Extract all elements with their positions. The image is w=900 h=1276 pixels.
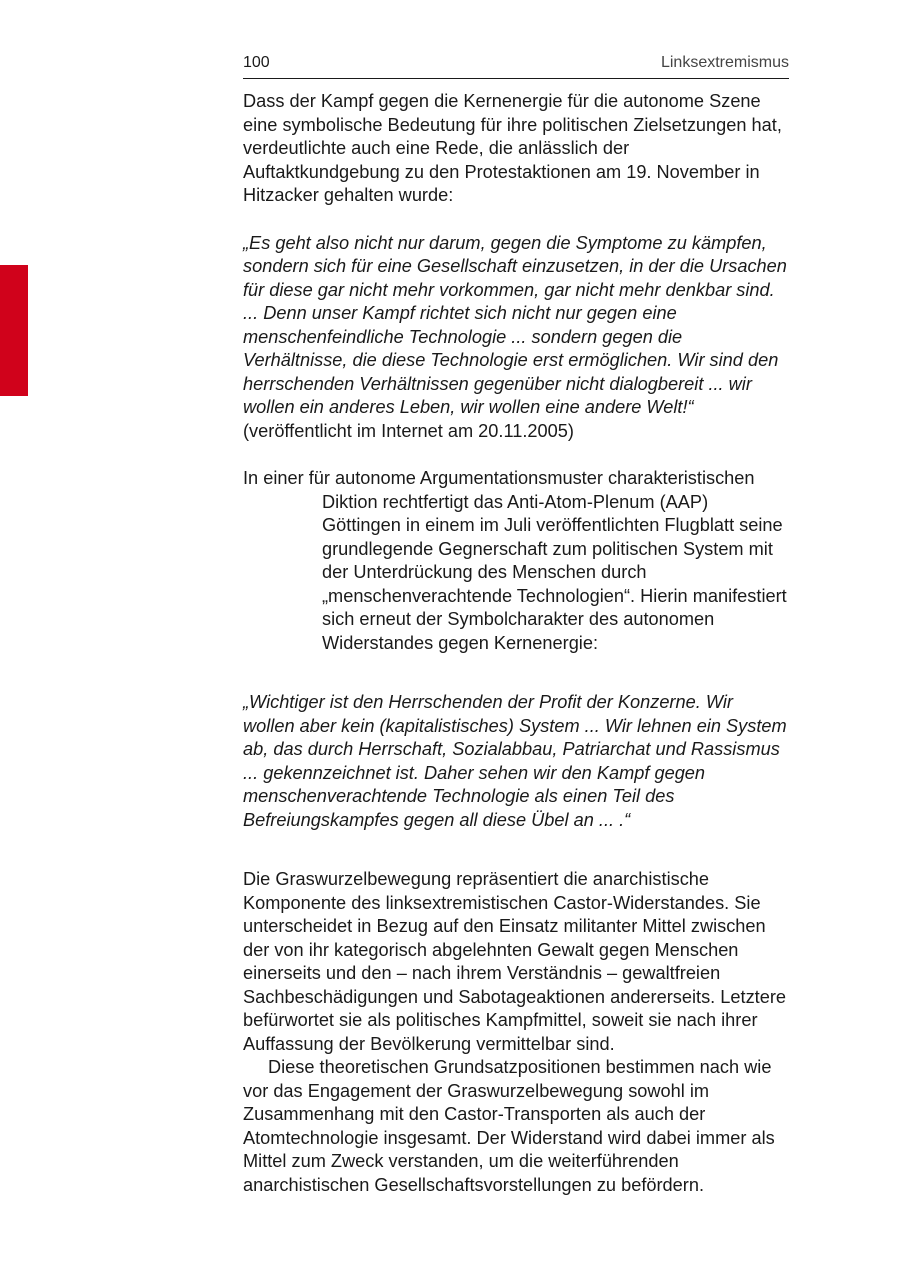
block-quote: „Es geht also nicht nur darum, gegen die Symptome zu kämpfen, sondern sich für eine Gesellschaft einzusetzen, in der die Ursachen für diese gar nicht mehr vorkommen, gar nicht mehr denkbar sind. ... Denn unser Kampf richtet sich nicht nur gegen eine menschenfeindliche Technologie ... sondern gegen die Verhältnisse, die diese Technologie erst ermöglichen. Wir sind den herrschenden Verhältnissen gegenüber nicht dialogbereit ... wir wollen ein anderes Leben, wir wollen eine andere Welt!“ xyxy=(243,232,787,417)
page-header xyxy=(243,52,789,79)
body-paragraph: Die Graswurzelbewegung repräsentiert die anarchistische Komponente des linksextremistischen Castor-Widerstandes. Sie unterscheidet in Bezug auf den Einsatz militanter Mittel zwischen der von ihr kategorisch abgelehnten Gewalt gegen Menschen einerseits und den – nach ihrem Verständnis – gewaltfreien Sachbeschädigungen und Sabotageaktionen andererseits. Letztere befürwortet sie als politisches Kampfmittel, soweit sie nach ihrer Auffassung der Bevölkerung vermittelbar sind. xyxy=(243,869,786,1054)
section-marker-tab xyxy=(0,265,28,396)
page-body xyxy=(243,90,789,1197)
body-paragraph: Diese theoretischen Grundsatzpositionen bestimmen nach wie vor das Engagement der Graswurzelbewegung sowohl im Zusammenhang mit den Castor-Transporten als auch der Atomtechnologie insgesamt. Der Widerstand wird dabei immer als Mittel zum Zweck verstanden, um die weiterführenden anarchistischen Gesellschaftsvorstellungen zu befördern. xyxy=(243,1057,775,1195)
body-paragraph: In einer für autonome Argumentationsmuster charakteristischen Diktion rechtfertigt das Anti-Atom-Plenum (AAP) Göttingen in einem im Juli veröffentlichten Flugblatt seine grundlegende Gegnerschaft zum politischen System mit der Unterdrückung des Menschen durch „menschenverachtende Technologien“. Hierin manifestiert sich erneut der Symbolcharakter des autonomen Widerstandes gegen Kernenergie: xyxy=(243,468,787,653)
running-title: Linksextremismus xyxy=(660,54,789,71)
page-number: 100 xyxy=(243,54,270,71)
body-paragraph: Dass der Kampf gegen die Kernenergie für die autonome Szene eine symbolische Bedeutung für ihre politischen Zielsetzungen hat, verdeutlichte auch eine Rede, die anlässlich der Auftaktkundgebung zu den Protestaktionen am 19. November in Hitzacker gehalten wurde: xyxy=(243,91,782,205)
quote-source: (veröffentlicht im Internet am 20.11.2005) xyxy=(243,420,574,441)
block-quote: „Wichtiger ist den Herrschenden der Profit der Konzerne. Wir wollen aber kein (kapitalistisches) System ... Wir lehnen ein System ab, das durch Herrschaft, Sozialabbau, Patriarchat und Rassismus ... gekennzeichnet ist. Daher sehen wir den Kampf gegen menschenverachtende Technologie als einen Teil des Befreiungskampfes gegen all diese Übel an ... .“ xyxy=(243,692,787,830)
